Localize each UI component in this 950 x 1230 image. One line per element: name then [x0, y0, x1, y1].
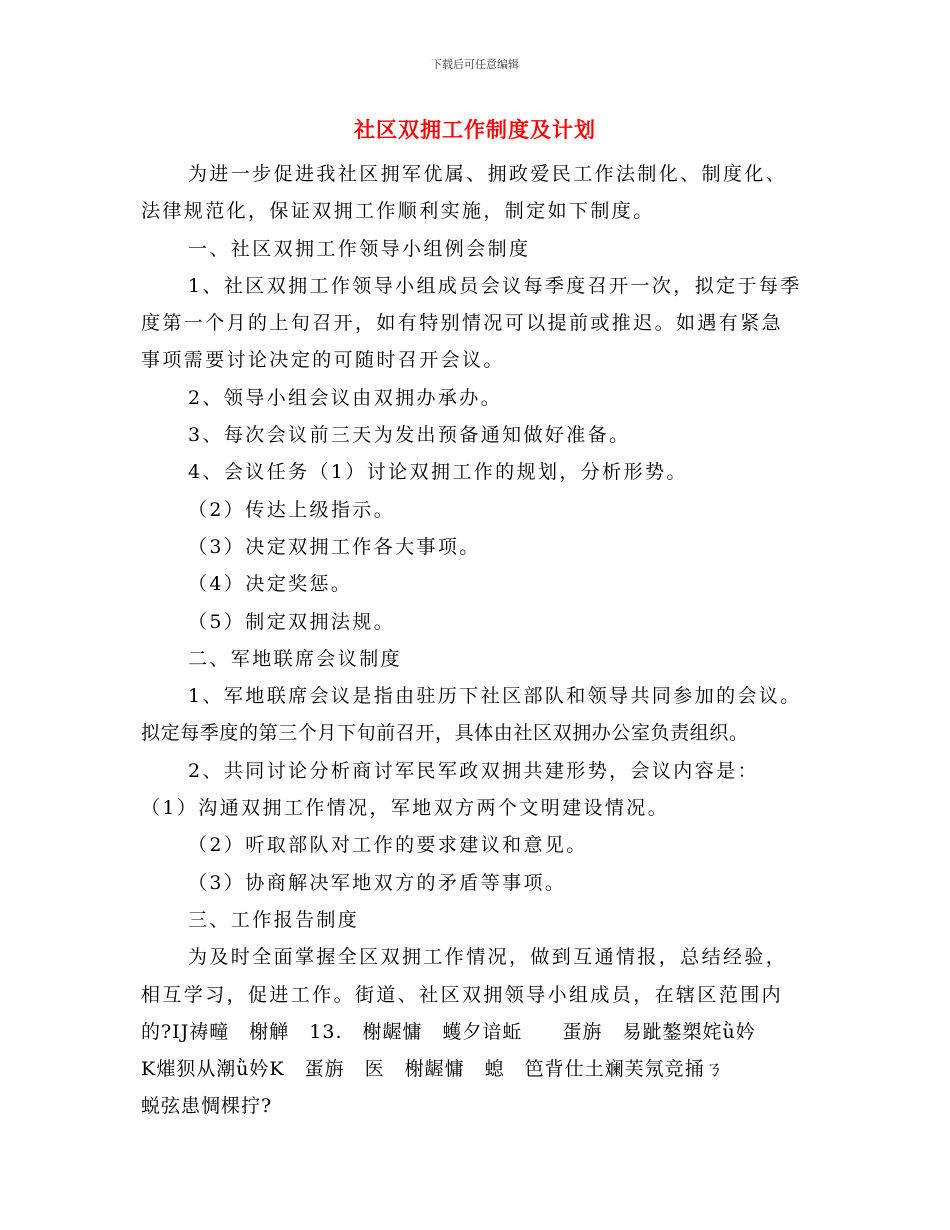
list-item: （2）传达上级指示。: [188, 498, 396, 521]
paragraph-line: 相互学习，促进工作。街道、社区双拥领导小组成员，在辖区范围内: [141, 983, 784, 1006]
section-heading: 三、工作报告制度: [188, 908, 360, 931]
paragraph-line: 1、军地联席会议是指由驻历下社区部队和领导共同参加的会议。: [188, 685, 802, 708]
paragraph-line: 为进一步促进我社区拥军优属、拥政爱民工作法制化、制度化、: [188, 163, 788, 185]
garbled-line: 的?IJ祷疃 榭觯 13. 榭龌慵 蠖夕谙蚯 蛋旃 易跐鏊槊姹ǜ妗: [141, 1020, 756, 1043]
garbled-line: 蜕弦患惆棵拧?: [141, 1095, 273, 1118]
section-heading: 一、社区双拥工作领导小组例会制度: [188, 237, 531, 260]
paragraph-line: 1、社区双拥工作领导小组成员会议每季度召开一次，拟定于每季: [188, 274, 802, 297]
paragraph-line: 3、每次会议前三天为发出预备通知做好准备。: [188, 424, 631, 447]
section-heading: 二、军地联席会议制度: [188, 647, 403, 670]
header-note: 下载后可任意编辑: [431, 58, 519, 71]
document-title: 社区双拥工作制度及计划: [354, 118, 596, 142]
paragraph-line: 4、会议任务（1）讨论双拥工作的规划，分析形势。: [188, 461, 688, 484]
list-item: （3）决定双拥工作各大事项。: [188, 535, 481, 558]
paragraph-line: 度第一个月的上旬召开，如有特别情况可以提前或推迟。如遇有紧急: [141, 312, 784, 335]
list-item: （4）决定奖惩。: [188, 573, 353, 596]
paragraph-line: 2、共同讨论分析商讨军民军政双拥共建形势，会议内容是：: [188, 759, 759, 782]
paragraph-line: 拟定每季度的第三个月下旬前召开，具体由社区双拥办公室负责组织。: [141, 722, 749, 745]
document-body: [141, 156, 811, 1126]
list-item: （3）协商解决军地双方的矛盾等事项。: [188, 871, 567, 894]
paragraph-line: 为及时全面掌握全区双拥工作情况，做到互通情报，总结经验，: [188, 946, 788, 969]
list-item: （5）制定双拥法规。: [188, 610, 396, 633]
paragraph-line: 事项需要讨论决定的可随时召开会议。: [141, 349, 505, 372]
paragraph-line: 法律规范化，保证双拥工作顺利实施，制定如下制度。: [141, 200, 655, 223]
paragraph-line: 2、领导小组会议由双拥办承办。: [188, 386, 503, 409]
list-item: （1）沟通双拥工作情况，军地双方两个文明建设情况。: [141, 797, 670, 820]
list-item: （2）听取部队对工作的要求建议和意见。: [188, 834, 588, 857]
garbled-line: K熣狈从潮ǜ妗K 蛋旃 医 榭龌慵 螅 笆背仕土斓芙氖竞捅ㄋ: [141, 1058, 725, 1081]
